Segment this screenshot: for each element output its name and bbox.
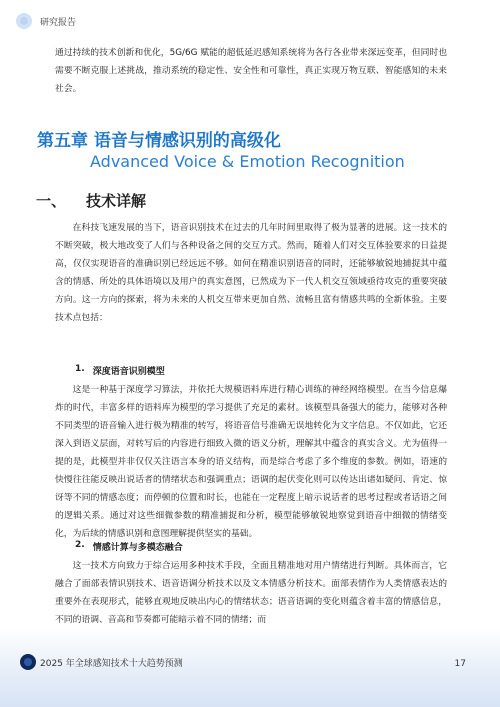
subheading-2 [75,540,183,553]
page-header [16,8,76,34]
section-title: 技术详解 [86,192,147,210]
subheading-number: 2. [75,540,85,550]
paragraph-intro-tech: 在科技飞速发展的当下，语音识别技术在过去的几年时间里取得了极为显著的进展。这一技术的不断突破，极大地改变了人们与各种设备之间的交互方式。然而，随着人们对交互体验要求的日益提高，仅仅实现语音的准确识别已经远远不够。如何在精准识别语音的同时，还能够敏锐地捕捉其中蕴含的情感、所处的具体语境以及用户的真实意图，已然成为下一代人机交互领域亟待攻克的重要突破方向。这一方向的探索，将为未来的人机交互带来更加自然、流畅且富有情感共鸣的全新体验。主要技术点包括： [55,223,447,323]
intro-paragraph: 通过持续的技术创新和优化，5G/6G 赋能的超低延迟感知系统将为各行各业带来深远变革，但同时也需要不断克服上述挑战，推动系统的稳定性、安全性和可靠性，真正实现万物互联、智能感知的未来社会。 [55,48,447,94]
section-heading [36,190,146,211]
paragraph-deep-model: 这是一种基于深度学习算法，并依托大规模语料库进行精心训练的神经网络模型。在当今信息爆炸的时代，丰富多样的语料库为模型的学习提供了充足的素材。该模型具备强大的能力，能够对各种不同类型的语音输入进行极为精准的转写，将语音信号准确无误地转化为文字信息。不仅如此，它还深入到语义层面，对转写后的内容进行细致入微的语义分析，理解其中蕴含的真实含义。尤为值得一提的是，此模型并非仅仅关注语言本身的语义结构，而是综合考虑了多个维度的参数。例如，语速的快慢往往能反映出说话者的情绪状态和强调重点；语调的起伏变化则可以传达出诸如疑问、肯定、惊讶等不同的情感态度；而停顿的位置和时长，也能在一定程度上暗示说话者的思考过程或者话语之间的逻辑关系。通过对这些细微参数的精准捕捉和分析，模型能够敏锐地察觉到语音中细微的情绪变化，为后续的情感识别和意图理解提供坚实的基础。 [55,385,447,539]
section-number: 一、 [36,192,67,210]
report-logo-icon [16,13,32,29]
subheading-number: 1. [75,364,85,374]
subheading-1 [75,364,165,377]
header-label: 研究报告 [40,17,77,28]
chapter-subtitle-en: Advanced Voice & Emotion Recognition [90,152,405,171]
chapter-title: 第五章 语音与情感识别的高级化 [37,131,281,151]
page-number: 17 [454,659,466,669]
footer-logo-icon [20,654,36,670]
page-footer [0,627,500,707]
paragraph-emotion-fusion: 这一技术方向致力于综合运用多种技术手段，全面且精准地对用户情绪进行判断。具体而言，它融合了面部表情识别技术、语音语调分析技术以及文本情感分析技术。面部表情作为人类情感表达的重要外在表现形式，能够直观地反映出内心的情绪状态；语音语调的变化则蕴含着丰富的情感信息，不同的语调、音高和节奏都可能暗示着不同的情绪；而 [55,561,447,625]
subheading-title: 深度语音识别模型 [92,367,165,377]
subheading-title: 情感计算与多模态融合 [92,543,183,553]
footer-title: 2025 年全球感知技术十大趋势预测 [40,659,183,669]
